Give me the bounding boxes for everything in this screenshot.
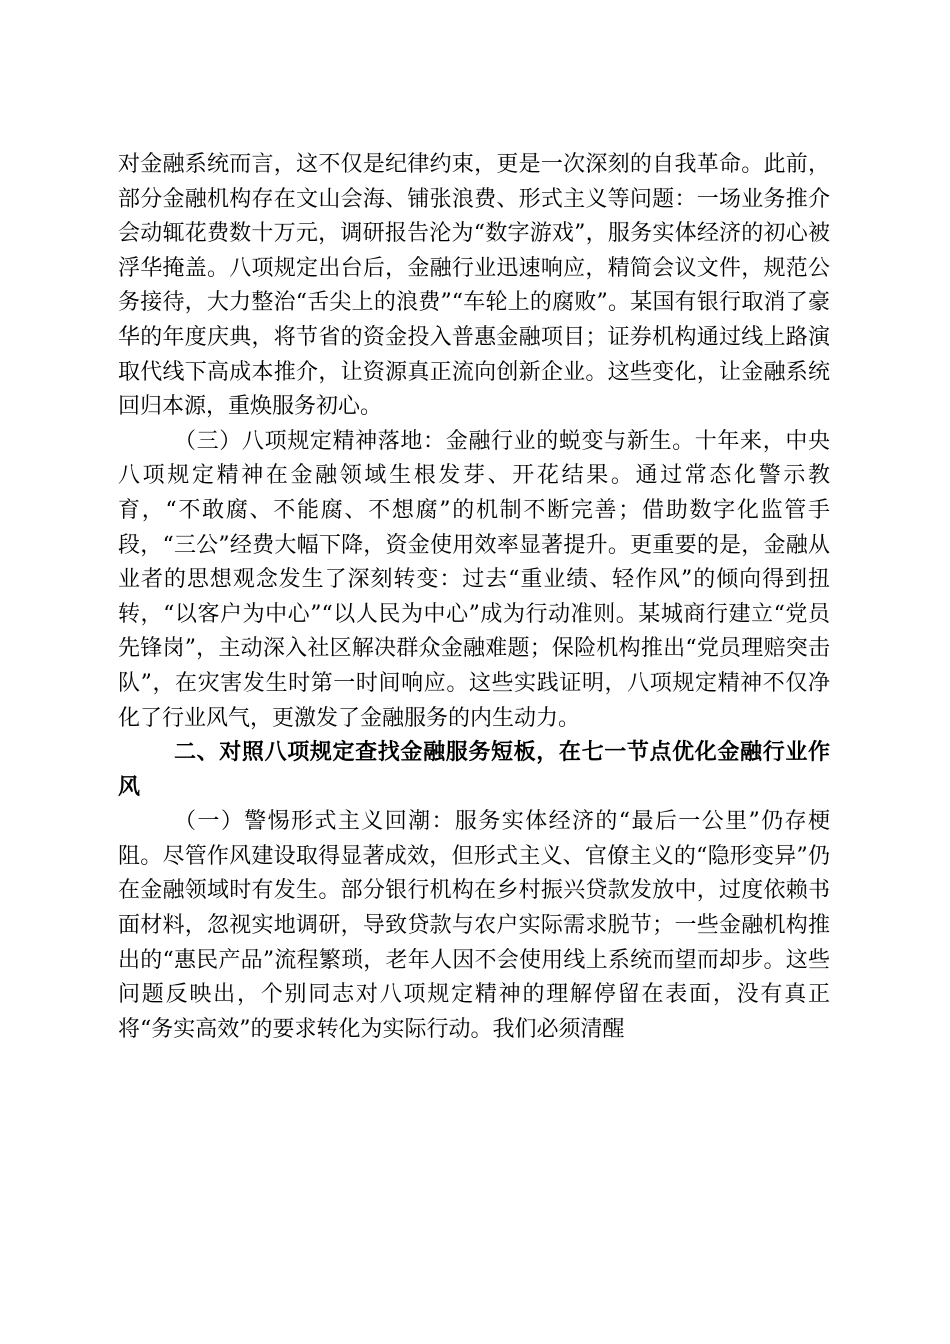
paragraph-3-body: 尽管作风建设取得显著成效，但形式主义、官僚主义的“隐形变异”仍在金融领域时有发生。部分银行机构在乡村振兴贷款发放中，过度依赖书面材料，忽视实地调研，导致贷款与农户实际需求脱节；一些金融机构推出的“惠民产品”流程繁琐，老年人因不会使用线上系统而望而却步。这些问题反映出，个别同志对八项规定精神的理解停留在表面，没有真正将“务实高效”的要求转化为实际行动。我们必须清醒 — [118, 843, 830, 1042]
paragraph-3 — [118, 805, 830, 1047]
paragraph-1: 对金融系统而言，这不仅是纪律约束，更是一次深刻的自我革命。此前，部分金融机构存在文山会海、铺张浪费、形式主义等问题：一场业务推介会动辄花费数十万元，调研报告沦为“数字游戏”，服务实体经济的初心被浮华掩盖。八项规定出台后，金融行业迅速响应，精简会议文件，规范公务接待，大力整治“舌尖上的浪费”“车轮上的腐败”。某国有银行取消了豪华的年度庆典，将节省的资金投入普惠金融项目；证券机构通过线上路演取代线下高成本推介，让资源真正流向创新企业。这些变化，让金融系统回归本源，重焕服务初心。 — [118, 152, 830, 420]
paragraph-2-lead: （三）八项规定精神落地：金融行业的蜕变与新生。 — [174, 428, 695, 454]
section-heading-2: 二、对照八项规定查找金融服务短板，在七一节点优化金融行业作风 — [118, 740, 830, 800]
paragraph-2 — [118, 425, 830, 736]
paragraph-2-body: 十年来，中央八项规定精神在金融领域生根发芽、开花结果。通过常态化警示教育，“不敢腐、不能腐、不想腐”的机制不断完善；借助数字化监管手段，“三公”经费大幅下降，资金使用效率显著提升。更重要的是，金融从业者的思想观念发生了深刻转变：过去“重业绩、轻作风”的倾向得到扭转，“以客户为中心”“以人民为中心”成为行动准则。某城商行建立“党员先锋岗”，主动深入社区解决群众金融难题；保险机构推出“党员理赔突击队”，在灾害发生时第一时间响应。这些实践证明，八项规定精神不仅净化了行业风气，更激发了金融服务的内生动力。 — [118, 428, 830, 731]
paragraph-3-lead: （一）警惕形式主义回潮：服务实体经济的“最后一公里”仍存梗阻。 — [118, 809, 830, 869]
document-page — [118, 148, 830, 1047]
